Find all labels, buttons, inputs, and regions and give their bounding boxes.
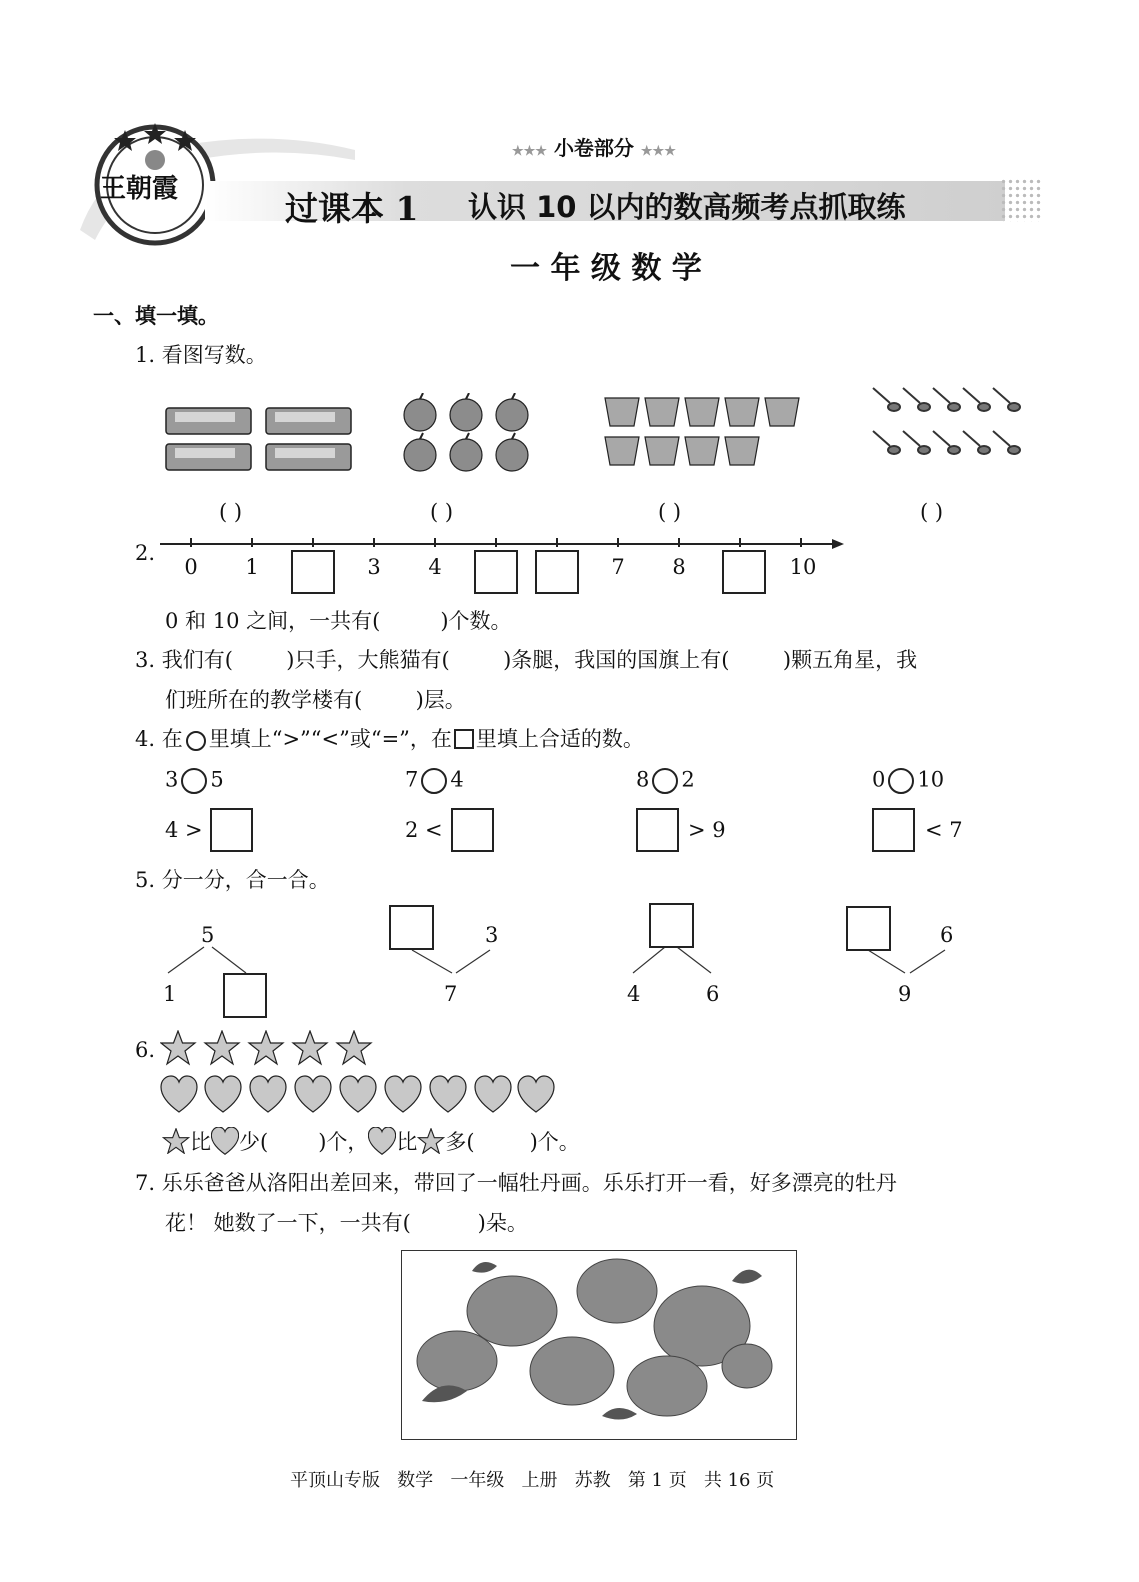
- compare-label: < 7: [925, 818, 963, 842]
- star-icon: [205, 1031, 239, 1064]
- tick-label: 3: [367, 555, 381, 579]
- tick-label: 4: [428, 555, 442, 579]
- split-number: 3: [485, 923, 499, 947]
- answer-blank[interactable]: ( ): [920, 500, 944, 524]
- star-deco-icon: ★★★: [512, 144, 547, 159]
- compare-item: 8 2: [636, 768, 695, 794]
- answer-blank[interactable]: ( ): [658, 500, 682, 524]
- lesson-number: 过课本 1: [285, 189, 419, 228]
- heart-icon: [475, 1076, 511, 1112]
- star-icon: [337, 1031, 371, 1064]
- q4-title: 4. 在 里填上“>”“<”或“=”，在 里填上合适的数。: [135, 727, 644, 751]
- answer-box[interactable]: [223, 973, 267, 1018]
- star-icon: [162, 1128, 190, 1154]
- q1-title: 1. 看图写数。: [135, 343, 267, 367]
- lesson-title: 认识 10 以内的数高频考点抓取练: [468, 190, 906, 224]
- star-icon: [249, 1031, 283, 1064]
- split-number: 9: [898, 982, 912, 1006]
- heart-icon: [295, 1076, 331, 1112]
- heart-icon: [161, 1076, 197, 1112]
- split-number: 1: [163, 982, 177, 1006]
- tick-label: 10: [789, 555, 817, 579]
- compare-item: 7 4: [405, 768, 464, 794]
- compare-label: 2 <: [405, 818, 443, 842]
- compare-label: > 9: [688, 818, 726, 842]
- answer-box[interactable]: [649, 903, 694, 948]
- peony-painting: [401, 1250, 797, 1440]
- q2-sentence: 0 和 10 之间，一共有( )个数。: [165, 609, 512, 633]
- star-icon: [417, 1128, 445, 1154]
- section-label: ★★★ 小卷部分 ★★★: [512, 136, 676, 160]
- q3-line2: 们班所在的教学楼有( )层。: [165, 688, 466, 712]
- answer-box[interactable]: [389, 905, 434, 950]
- split-number: 7: [444, 982, 458, 1006]
- subject-title: 一 年 级 数 学: [510, 251, 702, 286]
- answer-blank[interactable]: ( ): [430, 500, 454, 524]
- star-icon: [293, 1031, 327, 1064]
- compare-label: 4 >: [165, 818, 203, 842]
- q6-number: 6.: [135, 1038, 156, 1062]
- hearts-row: [160, 1074, 560, 1114]
- q5-title: 5. 分一分，合一合。: [135, 868, 330, 892]
- tick-label: 7: [611, 555, 625, 579]
- answer-blank[interactable]: ( ): [219, 500, 243, 524]
- page-footer: 平顶山专版 数学 一年级 上册 苏教 第 1 页 共 16 页: [290, 1470, 775, 1491]
- tick-label: 0: [184, 555, 198, 579]
- q7-line2: 花！ 她数了一下，一共有( )朵。: [165, 1211, 528, 1235]
- heart-icon: [385, 1076, 421, 1112]
- heart-icon: [205, 1076, 241, 1112]
- compare-item: 3 5: [165, 768, 224, 794]
- split-number: 5: [201, 923, 215, 947]
- answer-box[interactable]: [846, 906, 891, 951]
- heart-icon: [518, 1076, 554, 1112]
- tick-label: 8: [672, 555, 686, 579]
- split-number: 6: [940, 923, 954, 947]
- split-number: 4: [627, 982, 641, 1006]
- part-heading: 一、填一填。: [93, 304, 219, 328]
- heart-icon: [211, 1127, 239, 1155]
- q2-number: 2.: [135, 541, 156, 565]
- q3-line1: 3. 我们有( )只手，大熊猫有( )条腿，我国的国旗上有( )颗五角星，我: [135, 648, 918, 672]
- heart-icon: [250, 1076, 286, 1112]
- star-icon: [161, 1031, 195, 1064]
- stars-row: [160, 1030, 380, 1068]
- logo-text: 王朝霞: [100, 174, 179, 204]
- compare-item: 0 10: [872, 768, 944, 794]
- heart-icon: [340, 1076, 376, 1112]
- split-number: 6: [706, 982, 720, 1006]
- tick-label: 1: [245, 555, 259, 579]
- heart-icon: [368, 1127, 396, 1155]
- star-deco-icon: ★★★: [640, 144, 676, 159]
- q6-sentence: 比 少( )个， 比 多( )个。: [162, 1127, 580, 1155]
- heart-icon: [430, 1076, 466, 1112]
- q7-line1: 7. 乐乐爸爸从洛阳出差回来，带回了一幅牡丹画。乐乐打开一看，好多漂亮的牡丹: [135, 1171, 897, 1195]
